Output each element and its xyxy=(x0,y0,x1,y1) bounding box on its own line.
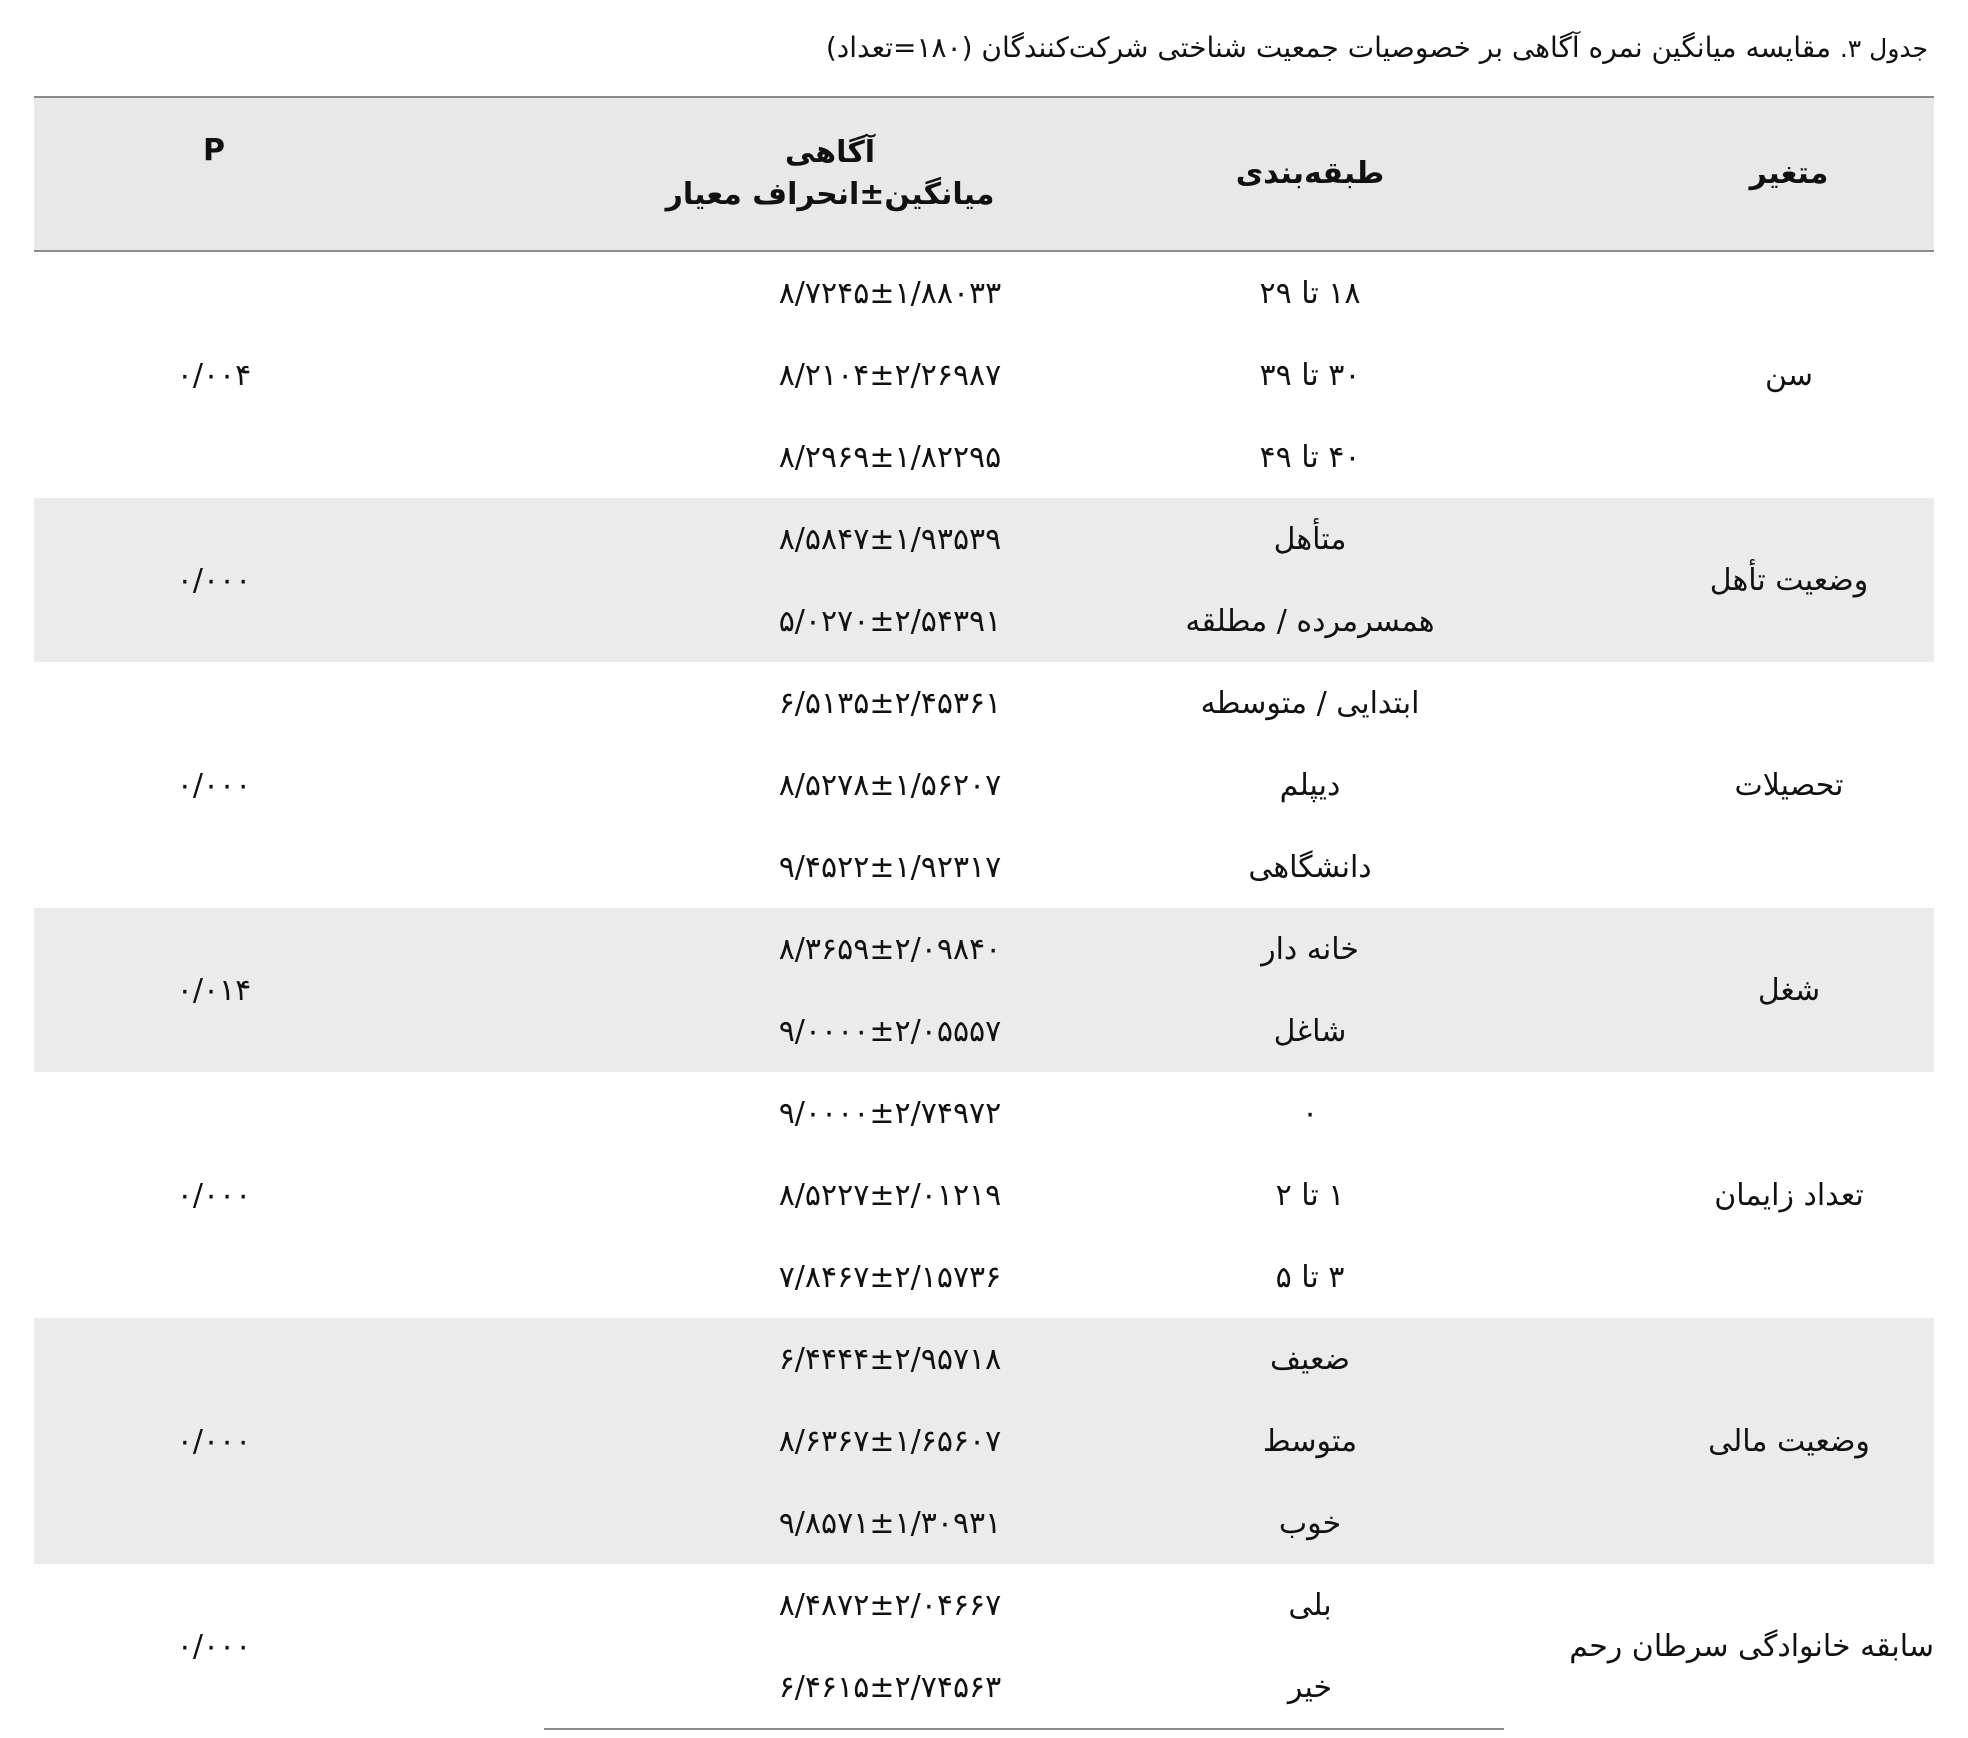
variable-cell: سابقه خانوادگی سرطان رحم xyxy=(1569,1629,1934,1664)
p-value-cell: ۰/۰۰۰ xyxy=(34,1318,544,1564)
header-awareness-title: آگاهی xyxy=(784,135,876,170)
caption-text: مقایسه میانگین نمره آگاهی بر خصوصیات جمعیت شناختی شرکت‌کنندگان (۱۸۰=تعداد) xyxy=(825,31,1831,64)
caption-label: جدول ۳. xyxy=(1839,34,1928,63)
mean-sd-cell: ۸/۴۸۷۲±۲/۰۴۶۶۷ xyxy=(778,1587,1002,1623)
category-cell: خوب xyxy=(1116,1482,1504,1564)
table-row xyxy=(34,1564,1934,1646)
variable-cell: سن xyxy=(1765,357,1813,393)
category-cell: خانه دار xyxy=(1116,908,1504,990)
category-cell: ۴۰ تا ۴۹ xyxy=(1259,439,1361,475)
variable-cell: وضعیت مالی xyxy=(1504,1318,1934,1564)
table-row xyxy=(34,251,1934,334)
category-cell: دیپلم xyxy=(1279,767,1341,803)
mean-sd-cell: ۵/۰۲۷۰±۲/۵۴۳۹۱ xyxy=(544,580,1116,662)
mean-sd-cell: ۸/۵۲۲۷±۲/۰۱۲۱۹ xyxy=(778,1177,1002,1213)
mean-sd-cell: ۸/۳۶۵۹±۲/۰۹۸۴۰ xyxy=(544,908,1116,990)
category-cell: خیر xyxy=(1116,1646,1504,1729)
category-cell: همسرمرده / مطلقه xyxy=(1116,580,1504,662)
variable-cell: وضعیت تأهل xyxy=(1504,498,1934,662)
table-row xyxy=(34,498,1934,580)
mean-sd-cell: ۹/۴۵۲۲±۱/۹۲۳۱۷ xyxy=(778,849,1002,885)
category-cell: متأهل xyxy=(1116,498,1504,580)
table-row xyxy=(34,1318,1934,1400)
p-value-cell: ۰/۰۰۰ xyxy=(176,1629,252,1664)
demographics-awareness-table xyxy=(34,96,1934,1730)
variable-cell: تحصیلات xyxy=(1734,767,1844,803)
variable-cell: تعداد زایمان xyxy=(1714,1177,1864,1213)
p-value-cell: ۰/۰۰۰ xyxy=(176,767,252,803)
category-cell: ابتدایی / متوسطه xyxy=(1200,685,1420,721)
category-cell: ۱ تا ۲ xyxy=(1275,1177,1345,1213)
mean-sd-cell: ۹/۸۵۷۱±۱/۳۰۹۳۱ xyxy=(544,1482,1116,1564)
mean-sd-cell: ۹/۰۰۰۰±۲/۰۵۵۵۷ xyxy=(544,990,1116,1072)
category-cell: دانشگاهی xyxy=(1248,849,1372,885)
category-cell: بلی xyxy=(1288,1587,1332,1623)
variable-cell: شغل xyxy=(1504,908,1934,1072)
p-value-cell: ۰/۰۰۰ xyxy=(176,1177,252,1213)
mean-sd-cell: ۸/۷۲۴۵±۱/۸۸۰۳۳ xyxy=(778,275,1002,311)
category-cell: متوسط xyxy=(1116,1400,1504,1482)
p-value-cell: ۰/۰۰۰ xyxy=(34,498,544,662)
mean-sd-cell: ۸/۲۹۶۹±۱/۸۲۲۹۵ xyxy=(778,439,1002,475)
category-cell: ۳۰ تا ۳۹ xyxy=(1259,357,1361,393)
table-caption xyxy=(40,24,1928,73)
table-header-row xyxy=(34,97,1934,251)
mean-sd-cell: ۹/۰۰۰۰±۲/۷۴۹۷۲ xyxy=(778,1095,1002,1131)
header-variable: متغیر xyxy=(1504,97,1934,251)
table-row xyxy=(34,908,1934,990)
table-body xyxy=(34,251,1934,1729)
header-category: طبقه‌بندی xyxy=(1116,97,1504,251)
header-awareness xyxy=(544,97,1116,251)
header-awareness-subtitle: میانگین±انحراف معیار xyxy=(665,177,995,212)
mean-sd-cell: ۷/۸۴۶۷±۲/۱۵۷۳۶ xyxy=(778,1259,1002,1295)
mean-sd-cell: ۸/۶۳۶۷±۱/۶۵۶۰۷ xyxy=(544,1400,1116,1482)
category-cell: ۳ تا ۵ xyxy=(1275,1259,1345,1295)
table-row xyxy=(34,662,1934,744)
mean-sd-cell: ۸/۲۱۰۴±۲/۲۶۹۸۷ xyxy=(778,357,1002,393)
category-cell: ۱۸ تا ۲۹ xyxy=(1259,275,1361,311)
header-p-value: P xyxy=(34,97,544,251)
category-cell: ۰ xyxy=(1301,1095,1319,1131)
mean-sd-cell: ۸/۵۲۷۸±۱/۵۶۲۰۷ xyxy=(778,767,1002,803)
category-cell: شاغل xyxy=(1116,990,1504,1072)
p-value-cell: ۰/۰۰۴ xyxy=(176,357,252,393)
p-value-cell: ۰/۰۱۴ xyxy=(34,908,544,1072)
mean-sd-cell: ۶/۴۶۱۵±۲/۷۴۵۶۳ xyxy=(544,1646,1116,1729)
mean-sd-cell: ۶/۴۴۴۴±۲/۹۵۷۱۸ xyxy=(544,1318,1116,1400)
mean-sd-cell: ۸/۵۸۴۷±۱/۹۳۵۳۹ xyxy=(544,498,1116,580)
mean-sd-cell: ۶/۵۱۳۵±۲/۴۵۳۶۱ xyxy=(778,685,1002,721)
table-row xyxy=(34,1072,1934,1154)
category-cell: ضعیف xyxy=(1116,1318,1504,1400)
